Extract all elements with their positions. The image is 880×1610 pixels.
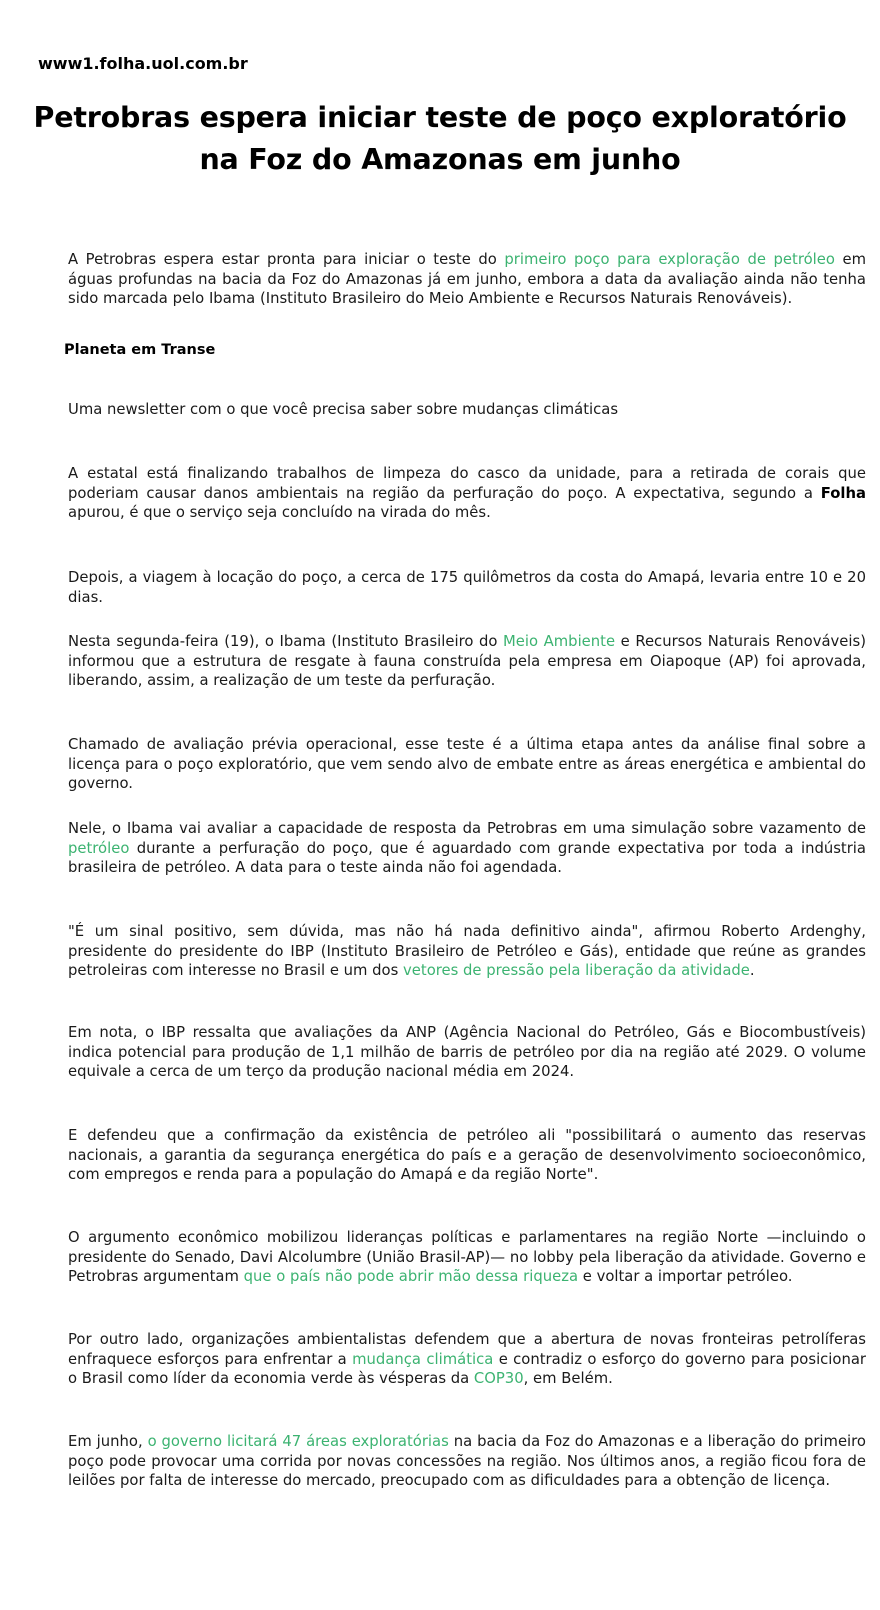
link-vetores-de-pressao[interactable]: vetores de pressão pela liberação da atividade: [403, 962, 750, 980]
paragraph-3: [68, 464, 866, 523]
text: Em junho,: [68, 1433, 148, 1450]
site-url: www1.folha.uol.com.br: [38, 54, 248, 73]
folha-bold: Folha: [820, 484, 866, 502]
text: e voltar a importar petróleo.: [578, 1268, 793, 1286]
paragraph-1: [68, 250, 866, 309]
text: na bacia da Foz do Amazonas e a liberação do primeiro poço pode provocar uma corrida por novas concessões na região. Nos últimos anos, a região ficou fora de leilões por falta de interesse do mercado, preocupado com as dificuldades para a obtenção de licença.: [68, 1433, 866, 1490]
link-meio-ambiente[interactable]: Meio Ambiente: [503, 633, 616, 650]
text: "É um sinal positivo, sem dúvida, mas não há nada definitivo ainda", afirmou Roberto Ardenghy, presidente do presidente do IBP (Instituto Brasileiro de Petróleo e Gás), entidade que reúne as grandes petroleiras com interesse no Brasil e um dos: [68, 923, 866, 980]
paragraph-11: [68, 1228, 866, 1287]
text: durante a perfuração do poço, que é aguardado com grande expectativa por toda a indústria brasileira de petróleo. A data para o teste ainda não foi agendada.: [68, 839, 866, 877]
text: O argumento econômico mobilizou lideranças políticas e parlamentares na região Norte —incluindo o presidente do Senado, Davi Alcolumbre (União Brasil-AP)— no lobby pela liberação da atividade. Governo e Petrobras argumentam: [68, 1229, 866, 1286]
text: Nesta segunda-feira (19), o Ibama (Instituto Brasileiro do: [68, 633, 504, 650]
newsletter-label: Planeta em Transe: [64, 342, 216, 358]
link-cop30[interactable]: COP30: [473, 1370, 524, 1388]
paragraph-5: [68, 632, 866, 691]
text: .: [749, 962, 755, 980]
text: A estatal está finalizando trabalhos de limpeza do casco da unidade, para a retirada de corais que poderiam causar danos ambientais na região da perfuração do poço. A expectativa, segundo a: [68, 465, 866, 502]
paragraph-12: [68, 1330, 866, 1389]
paragraph-4: Depois, a viagem à locação do poço, a cerca de 175 quilômetros da costa do Amapá, levaria entre 10 e 20 dias.: [68, 569, 866, 606]
link-areas-exploratorias[interactable]: o governo licitará 47 áreas exploratórias: [147, 1433, 449, 1450]
paragraph-8: [68, 922, 866, 981]
text: em águas profundas na bacia da Foz do Amazonas já em junho, embora a data da avaliação ainda não tenha sido marcada pelo Ibama (Instituto Brasileiro do Meio Ambiente e Recursos Naturais Renováveis).: [68, 251, 866, 308]
paragraph-9: Em nota, o IBP ressalta que avaliações da ANP (Agência Nacional do Petróleo, Gás e Biocombustíveis) indica potencial para produção de 1,1 milhão de barris de petróleo por dia na região até 2029. O volume equivale a cerca de um terço da produção nacional média em 2024.: [68, 1024, 866, 1081]
text: , em Belém.: [523, 1370, 613, 1388]
headline-line-2: na Foz do Amazonas em junho: [199, 143, 681, 176]
text: e Recursos Naturais Renováveis) informou que a estrutura de resgate à fauna construída pela empresa em Oiapoque (AP) foi aprovada, liberando, assim, a realização de um teste da perfuração.: [68, 633, 866, 690]
text: Por outro lado, organizações ambientalistas defendem que a abertura de novas fronteiras petrolíferas enfraquece esforços para enfrentar a: [68, 1331, 866, 1368]
paragraph-6: Chamado de avaliação prévia operacional, esse teste é a última etapa antes da análise final sobre a licença para o poço exploratório, que vem sendo alvo de embate entre as áreas energética e ambiental do governo.: [68, 736, 866, 793]
text: A Petrobras espera estar pronta para iniciar o teste do: [68, 251, 505, 268]
paragraph-10: E defendeu que a confirmação da existência de petróleo ali "possibilitará o aumento das reservas nacionais, a garantia da segurança energética do país e a geração de desenvolvimento socioeconômico, com empregos e renda para a população do Amapá e da região Norte".: [68, 1127, 866, 1184]
link-primeiro-poco[interactable]: primeiro poço para exploração de petróleo: [504, 251, 835, 268]
text: Nele, o Ibama vai avaliar a capacidade de resposta da Petrobras em uma simulação sobre vazamento de: [68, 820, 866, 837]
link-mudanca-climatica[interactable]: mudança climática: [352, 1350, 494, 1368]
link-petroleo[interactable]: petróleo: [68, 839, 130, 857]
paragraph-13: [68, 1432, 866, 1491]
link-riqueza[interactable]: que o país não pode abrir mão dessa riqueza: [243, 1268, 579, 1286]
text: apurou, é que o serviço seja concluído na virada do mês.: [68, 504, 491, 522]
newsletter-description: Uma newsletter com o que você precisa saber sobre mudanças climáticas: [68, 401, 619, 418]
headline: [20, 97, 860, 181]
text: e contradiz o esforço do governo para posicionar o Brasil como líder da economia verde às vésperas da: [68, 1350, 867, 1388]
headline-line-1: Petrobras espera iniciar teste de poço exploratório: [33, 101, 847, 134]
paragraph-7: [68, 819, 866, 878]
